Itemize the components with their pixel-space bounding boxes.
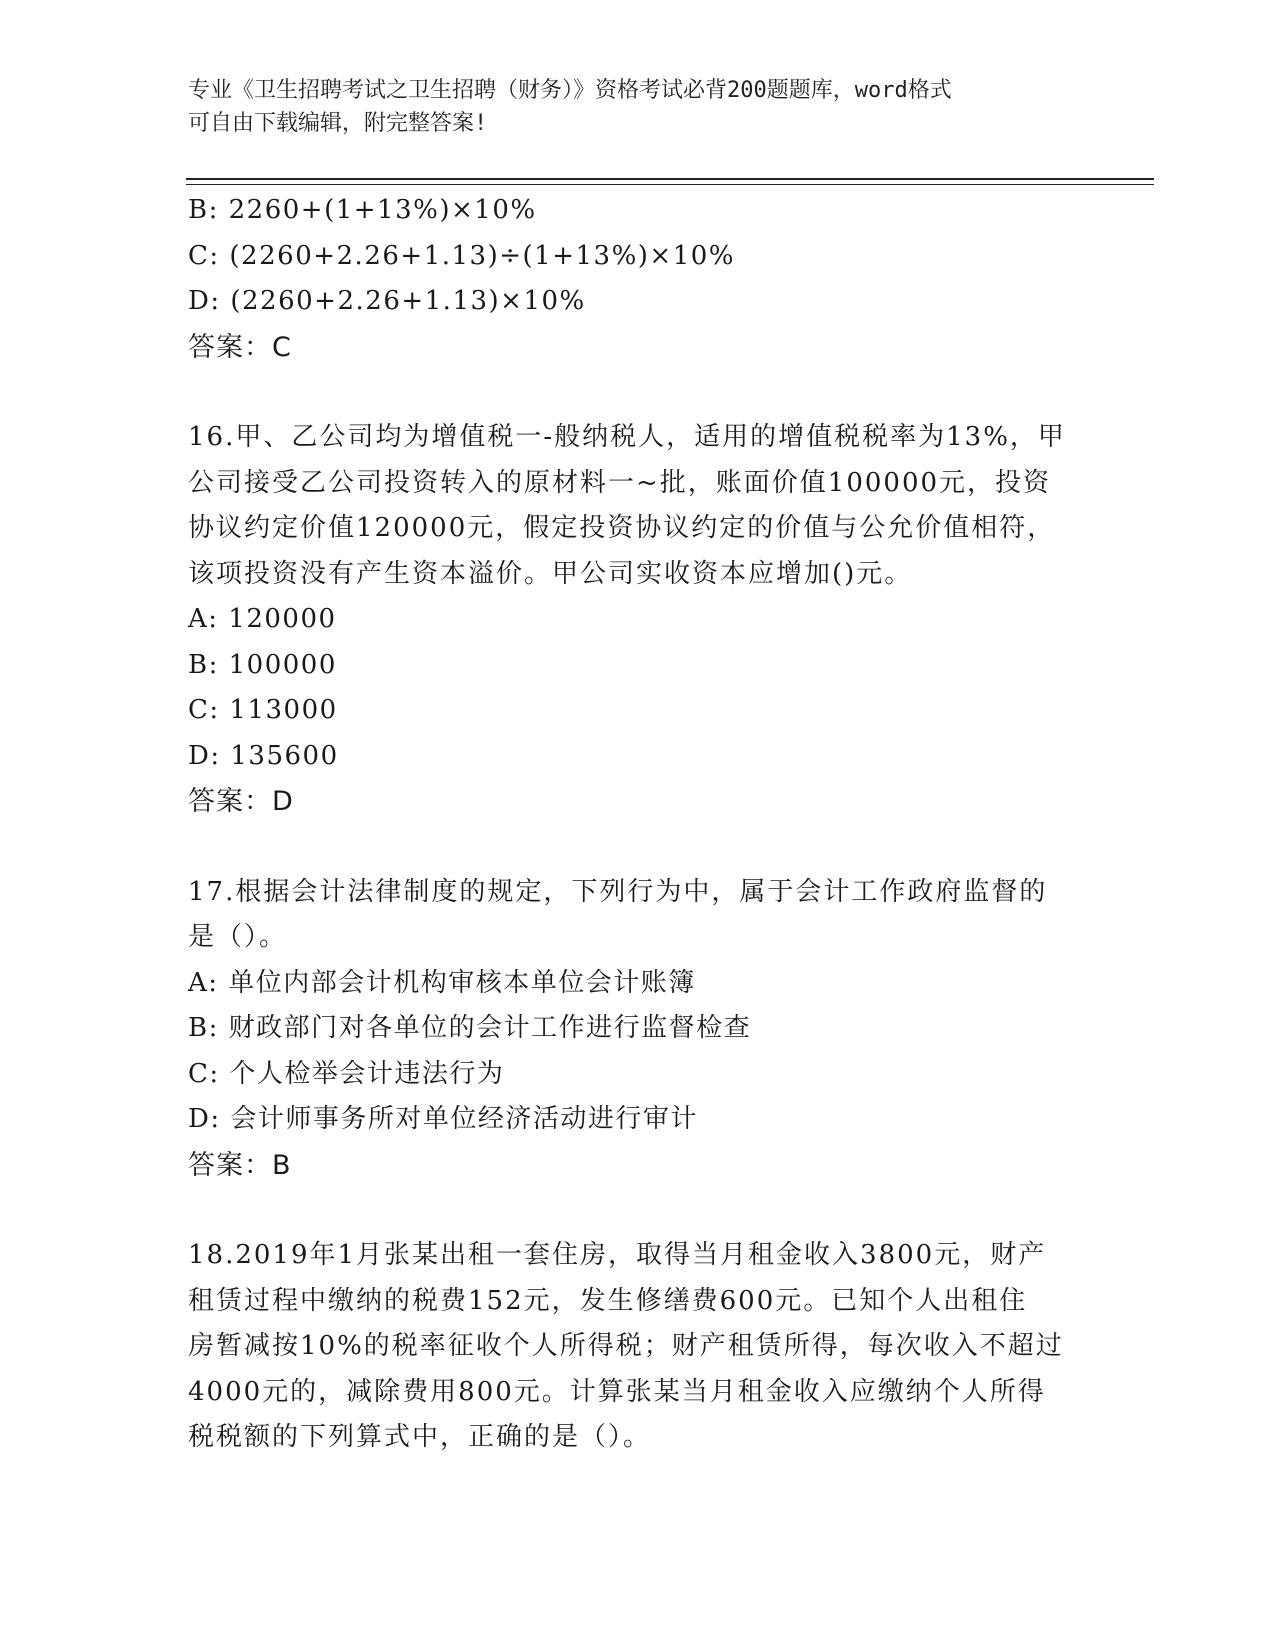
- question-stem: [188, 1233, 1088, 1461]
- stem-line: 是（）。: [188, 922, 288, 952]
- option-c: C: 个人检举会计违法行为: [188, 1058, 505, 1089]
- option-d: D: 135600: [188, 740, 339, 771]
- stem-line: 该项投资没有产生资本溢价。甲公司实收资本应增加()元。: [188, 558, 913, 589]
- stem-line: 16.甲、乙公司均为增值税一-般纳税人，适用的增值税税率为13%，甲: [188, 422, 1066, 452]
- question-stem: [188, 870, 1088, 961]
- stem-line: 房暂减按10%的税率征收个人所得税；财产租赁所得，每次收入不超过: [188, 1331, 1064, 1361]
- option-c: C: (2260+2.26+1.13)÷(1+13%)×10%: [188, 240, 735, 271]
- option-b: B: 100000: [188, 649, 337, 680]
- question-18: [188, 1233, 1088, 1461]
- header-line-1: 专业《卫生招聘考试之卫生招聘（财务）》资格考试必背200题题库，word格式: [188, 78, 952, 103]
- question-15-tail: [188, 188, 1088, 370]
- answer-label: 答案：C: [188, 331, 292, 363]
- question-17: [188, 870, 1088, 1189]
- option-d: D: 会计师事务所对单位经济活动进行审计: [188, 1104, 698, 1134]
- question-stem: [188, 415, 1088, 597]
- option-d: D: (2260+2.26+1.13)×10%: [188, 286, 586, 316]
- answer-label: 答案：B: [188, 1149, 292, 1181]
- option-c: C: 113000: [188, 695, 338, 725]
- stem-line: 税税额的下列算式中，正确的是（）。: [188, 1422, 652, 1452]
- option-a: A: 单位内部会计机构审核本单位会计账簿: [188, 967, 696, 998]
- stem-line: 公司接受乙公司投资转入的原材料一~批，账面价值100000元，投资: [188, 467, 1052, 498]
- header-line-2: 可自由下载编辑，附完整答案!: [188, 111, 488, 136]
- spacer: [188, 1188, 1088, 1233]
- stem-line: 17.根据会计法律制度的规定，下列行为中，属于会计工作政府监督的: [188, 876, 1048, 907]
- spacer: [188, 825, 1088, 870]
- option-a: A: 120000: [188, 604, 337, 634]
- stem-line: 租赁过程中缴纳的税费152元，发生修缮费600元。已知个人出租住: [188, 1285, 1028, 1316]
- document-header: [188, 74, 1068, 140]
- stem-line: 18.2019年1月张某出租一套住房，取得当月租金收入3800元，财产: [188, 1240, 1047, 1270]
- spacer: [188, 370, 1088, 415]
- document-body: [188, 188, 1088, 1461]
- answer-label: 答案：D: [188, 786, 294, 817]
- option-b: B: 2260+(1+13%)×10%: [188, 195, 537, 225]
- header-divider: [186, 178, 1154, 185]
- stem-line: 协议约定价值120000元，假定投资协议约定的价值与公允价值相符，: [188, 513, 1056, 543]
- option-b: B: 财政部门对各单位的会计工作进行监督检查: [188, 1013, 752, 1043]
- question-16: [188, 415, 1088, 825]
- stem-line: 4000元的，减除费用800元。计算张某当月租金收入应缴纳个人所得: [188, 1376, 1046, 1407]
